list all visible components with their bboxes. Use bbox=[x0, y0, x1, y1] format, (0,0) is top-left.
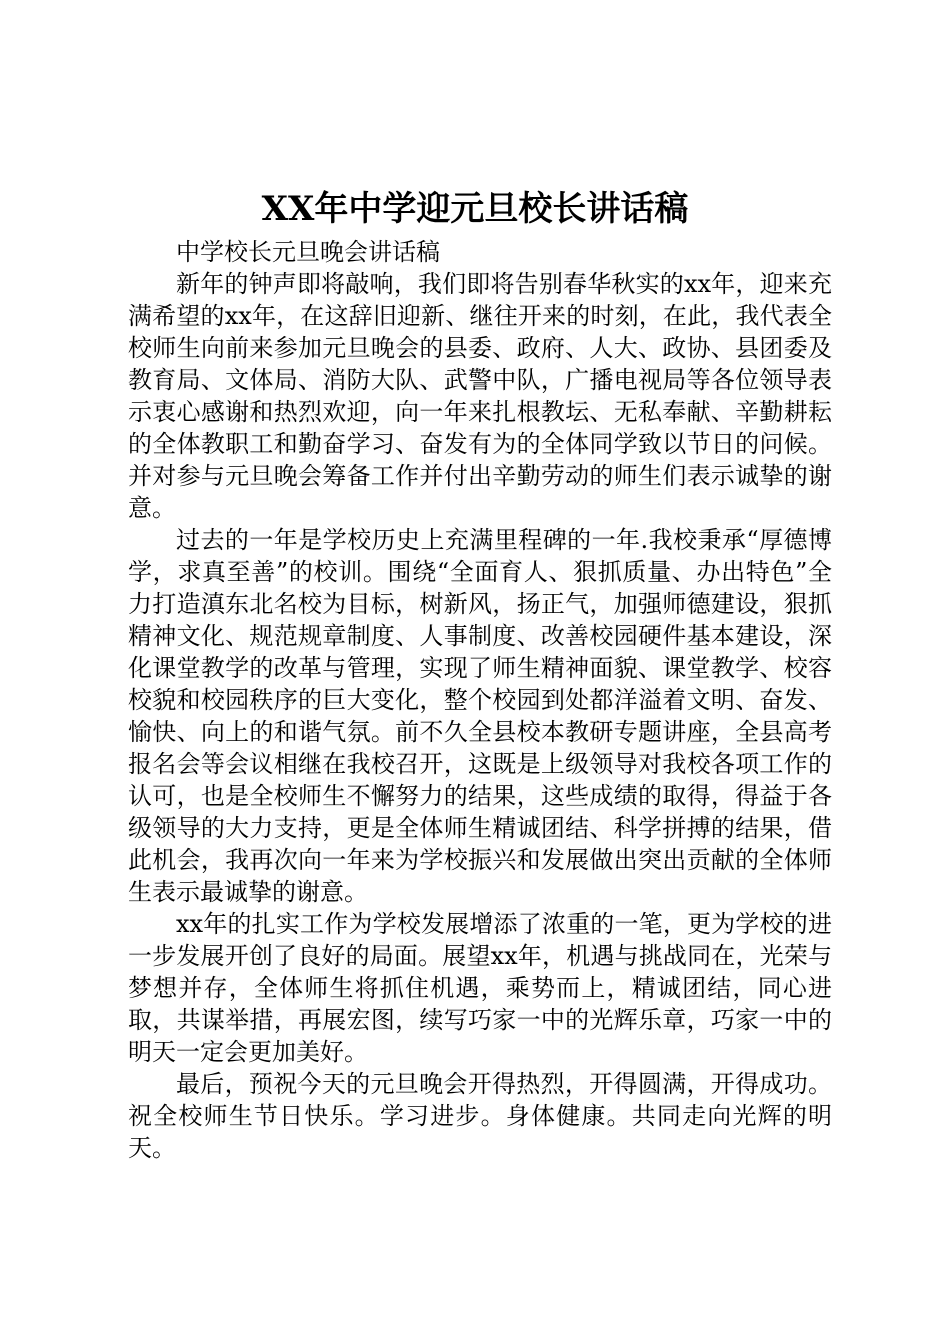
paragraph-closing: 最后，预祝今天的元旦晚会开得热烈，开得圆满，开得成功。祝全校师生节日快乐。学习进步。身体健康。共同走向光辉的明天。 bbox=[128, 1070, 832, 1162]
document-body bbox=[128, 236, 832, 1164]
paragraph-outlook: xx年的扎实工作为学校发展增添了浓重的一笔，更为学校的进一步发展开创了良好的局面。展望xx年，机遇与挑战同在，光荣与梦想并存，全体师生将抓住机遇，乘势而上，精诚团结，同心进取，共谋举措，再展宏图，续写巧家一中的光辉乐章，巧家一中的明天一定会更加美好。 bbox=[128, 910, 832, 1066]
document-subtitle: 中学校长元旦晚会讲话稿 bbox=[176, 238, 440, 266]
paragraph-review: 过去的一年是学校历史上充满里程碑的一年.我校秉承“厚德博学，求真至善”的校训。围绕“全面育人、狠抓质量、办出特色”全力打造滇东北名校为目标，树新风，扬正气，加强师德建设，狠抓精神文化、规范规章制度、人事制度、改善校园硬件基本建设，深化课堂教学的改革与管理，实现了师生精神面貌、课堂教学、校容校貌和校园秩序的巨大变化，整个校园到处都洋溢着文明、奋发、愉快、向上的和谐气氛。前不久全县校本教研专题讲座，全县高考报名会等会议相继在我校召开，这既是上级领导对我校各项工作的认可，也是全校师生不懈努力的结果，这些成绩的取得，得益于各级领导的大力支持，更是全体师生精诚团结、科学拼搏的结果，借此机会，我再次向一年来为学校振兴和发展做出突出贡献的全体师生表示最诚挚的谢意。 bbox=[128, 526, 832, 906]
paragraph-greeting: 新年的钟声即将敲响，我们即将告别春华秋实的xx年，迎来充满希望的xx年，在这辞旧迎新、继往开来的时刻，在此，我代表全校师生向前来参加元旦晚会的县委、政府、人大、政协、县团委及教育局、文体局、消防大队、武警中队，广播电视局等各位领导表示衷心感谢和热烈欢迎，向一年来扎根教坛、无私奉献、辛勤耕耘的全体教职工和勤奋学习、奋发有为的全体同学致以节日的问候。并对参与元旦晚会筹备工作并付出辛勤劳动的师生们表示诚挚的谢意。 bbox=[128, 270, 832, 522]
document-title: XX年中学迎元旦校长讲话稿 bbox=[261, 189, 689, 229]
